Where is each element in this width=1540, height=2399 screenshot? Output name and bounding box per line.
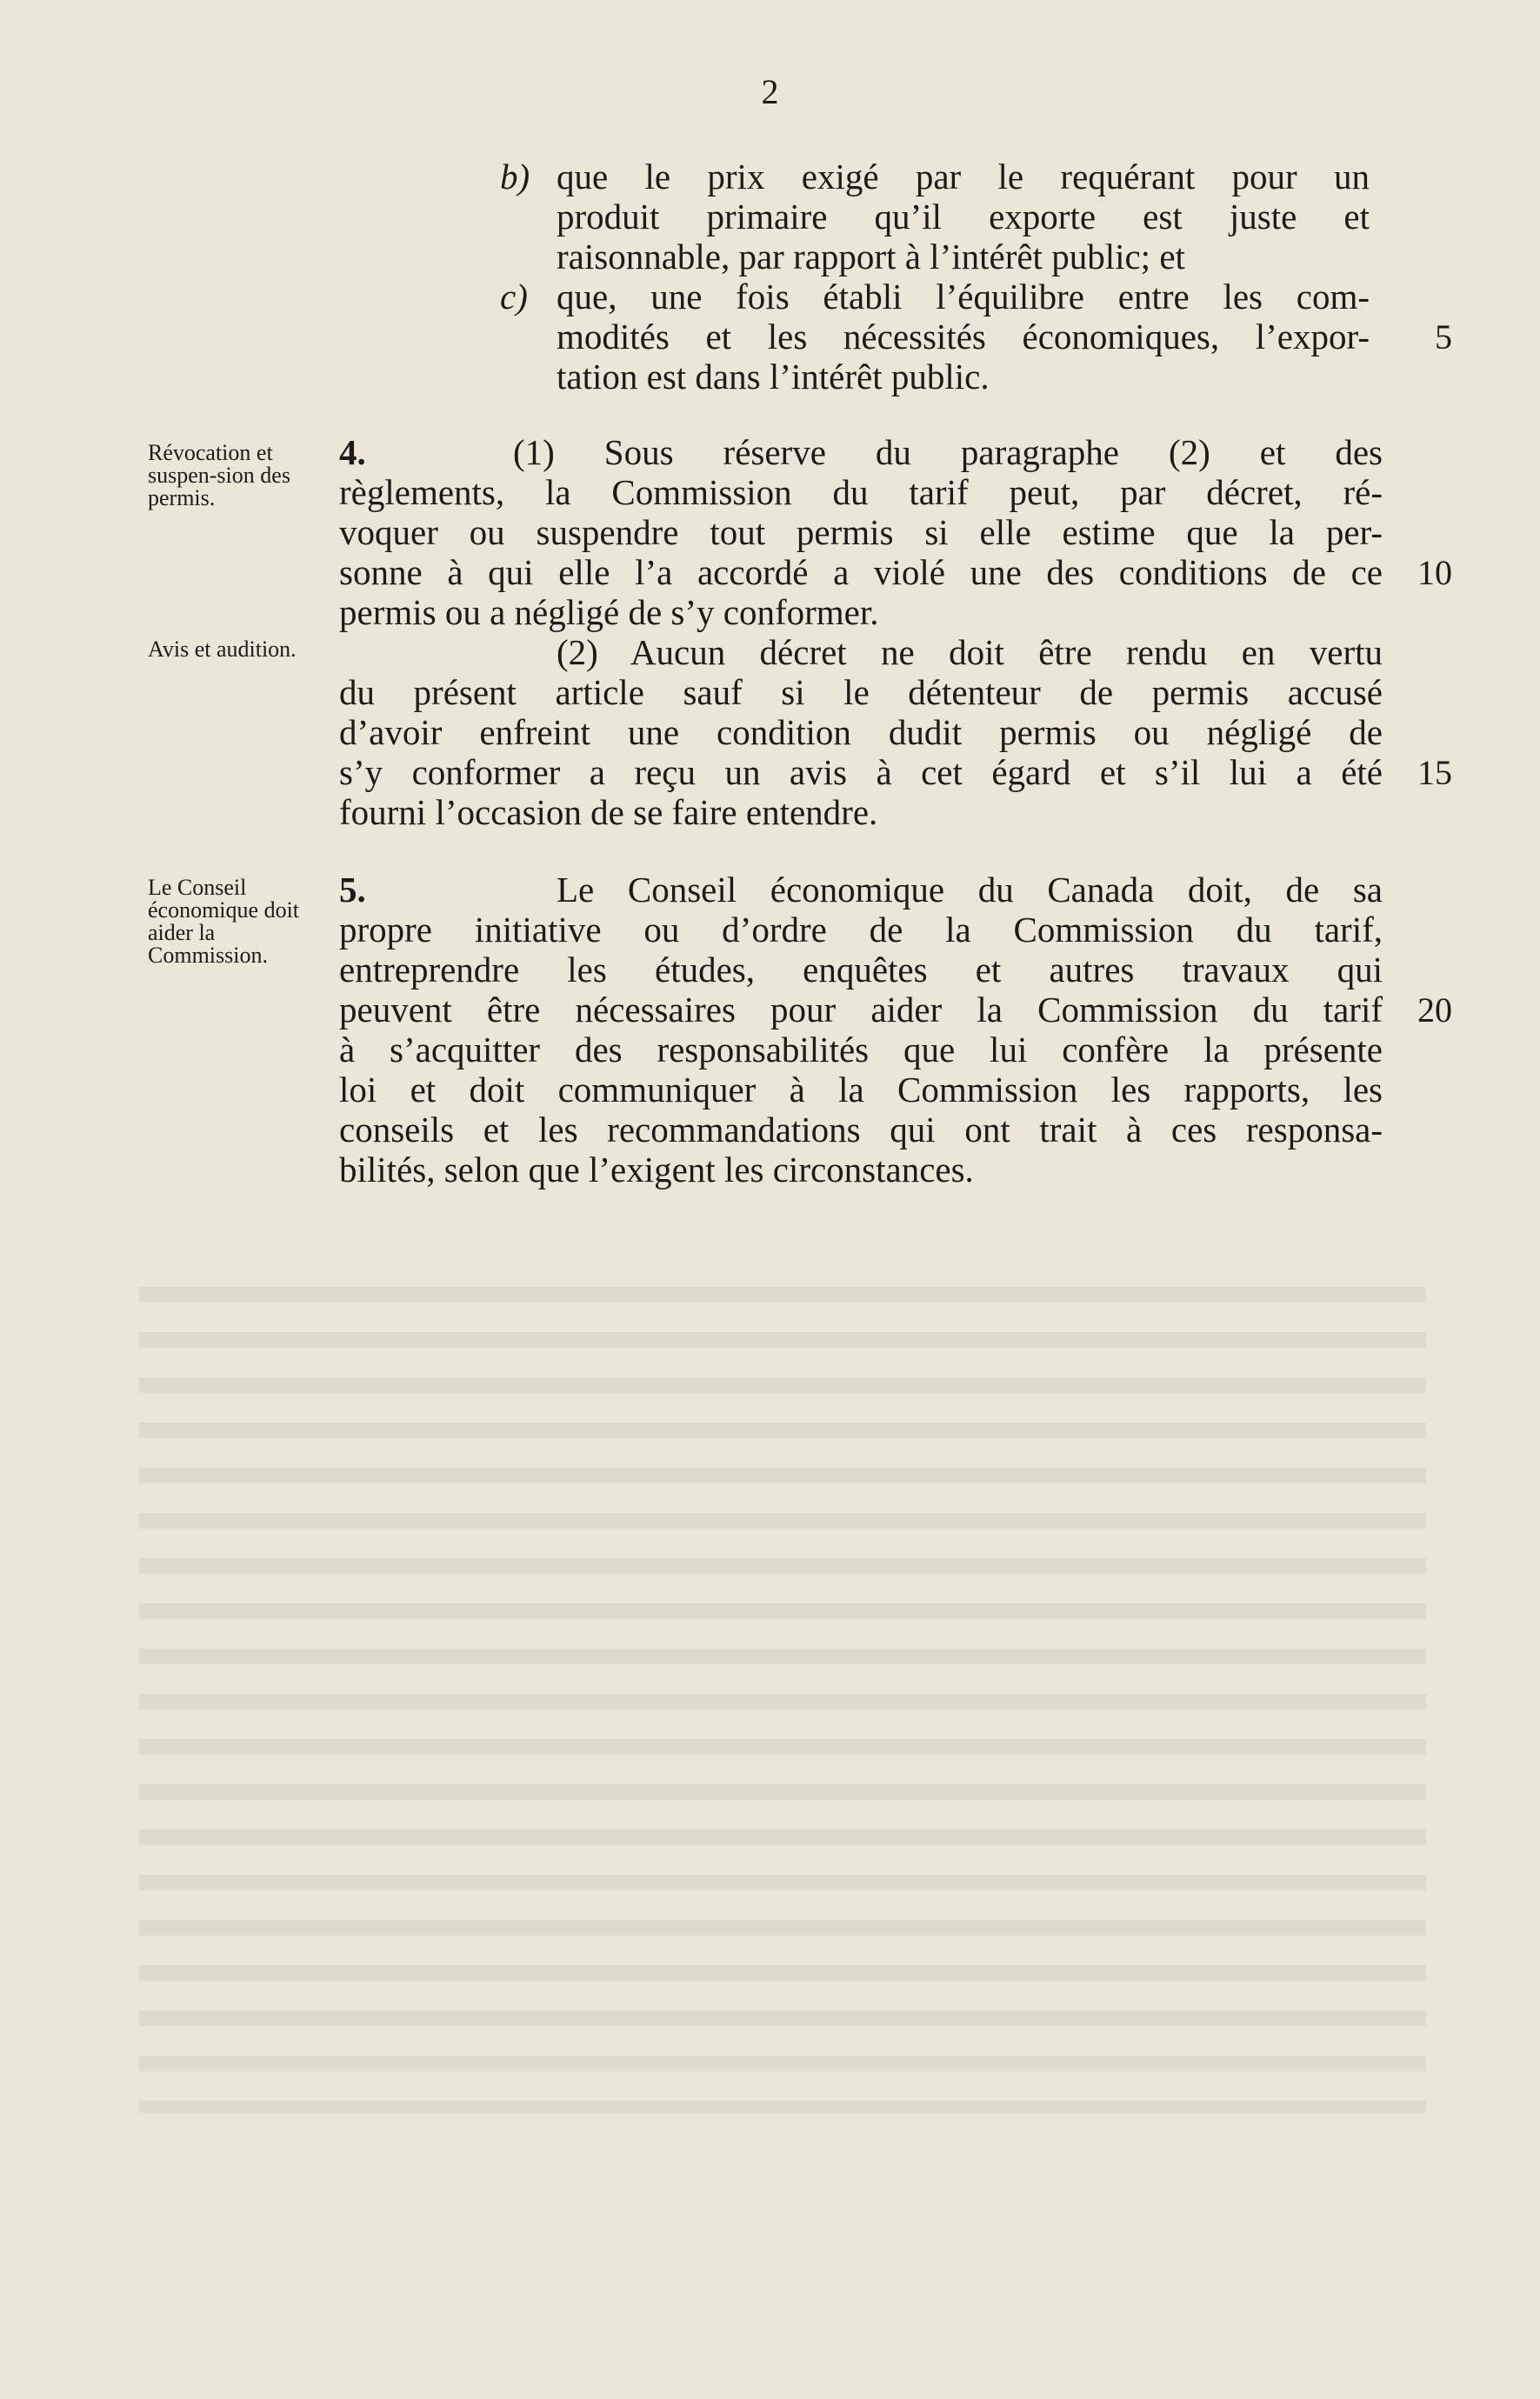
text-line	[339, 432, 1383, 472]
text-line: que le prix exigé par le requérant pour un	[557, 157, 1370, 197]
text-line: fourni l’occasion de se faire entendre.	[339, 792, 878, 832]
section-4-first-line: (1) Sous réserve du paragraphe (2) et des	[513, 432, 1383, 472]
item-b-text	[557, 157, 1370, 277]
margin-note-conseil: Le Conseil économique doit aider la Commission.	[148, 875, 300, 968]
text-line: entreprendre les études, enquêtes et autres travaux qui	[339, 950, 1383, 990]
page-number: 2	[761, 72, 779, 111]
text-line: du présent article sauf si le détenteur de permis accusé	[339, 672, 1383, 712]
text-line: loi et doit communiquer à la Commission les rapports, les	[339, 1070, 1383, 1110]
item-marker-c: c)	[500, 277, 528, 317]
text-line: propre initiative ou d’ordre de la Commission du tarif,	[339, 910, 1383, 950]
text-line: produit primaire qu’il exporte est juste et	[557, 197, 1370, 237]
text-line: s’y conformer a reçu un avis à cet égard et s’il lui a été	[339, 752, 1383, 792]
line-number-10: 10	[1417, 553, 1452, 592]
text-line: voquer ou suspendre tout permis si elle estime que la per-	[339, 512, 1383, 552]
item-marker-b: b)	[500, 157, 530, 197]
item-c-text	[557, 277, 1370, 397]
text-line: permis ou a négligé de s’y conformer.	[339, 592, 879, 632]
show-through-texture	[139, 1287, 1426, 2113]
text-line: sonne à qui elle l’a accordé a violé une des conditions de ce	[339, 552, 1383, 592]
section-5	[339, 870, 1383, 1190]
section-number-5: 5.	[339, 870, 366, 910]
section-4	[339, 432, 1383, 832]
text-line: à s’acquitter des responsabilités que lui confère la présente	[339, 1030, 1383, 1070]
text-line: d’avoir enfreint une condition dudit permis ou négligé de	[339, 712, 1383, 752]
text-line: peuvent être nécessaires pour aider la Commission du tarif	[339, 990, 1383, 1030]
text-line: règlements, la Commission du tarif peut, par décret, ré-	[339, 472, 1383, 512]
margin-note-revocation: Révocation et suspen-sion des permis.	[148, 440, 290, 510]
line-number-15: 15	[1417, 753, 1452, 792]
text-line: tation est dans l’intérêt public.	[557, 357, 990, 397]
text-line: que, une fois établi l’équilibre entre les com-	[557, 277, 1370, 317]
text-line: modités et les nécessités économiques, l’expor-	[557, 317, 1370, 357]
section-5-first-line: Le Conseil économique du Canada doit, de sa	[557, 870, 1383, 910]
section-number-4: 4.	[339, 432, 366, 472]
margin-note-avis: Avis et audition.	[148, 636, 297, 662]
line-number-5: 5	[1435, 317, 1452, 357]
text-line: conseils et les recommandations qui ont trait à ces responsa-	[339, 1110, 1383, 1150]
text-line: (2) Aucun décret ne doit être rendu en vertu	[557, 632, 1383, 672]
text-line	[339, 870, 1383, 910]
line-number-20: 20	[1417, 990, 1452, 1030]
text-line: bilités, selon que l’exigent les circonstances.	[339, 1150, 974, 1190]
text-line: raisonnable, par rapport à l’intérêt public; et	[557, 237, 1185, 277]
